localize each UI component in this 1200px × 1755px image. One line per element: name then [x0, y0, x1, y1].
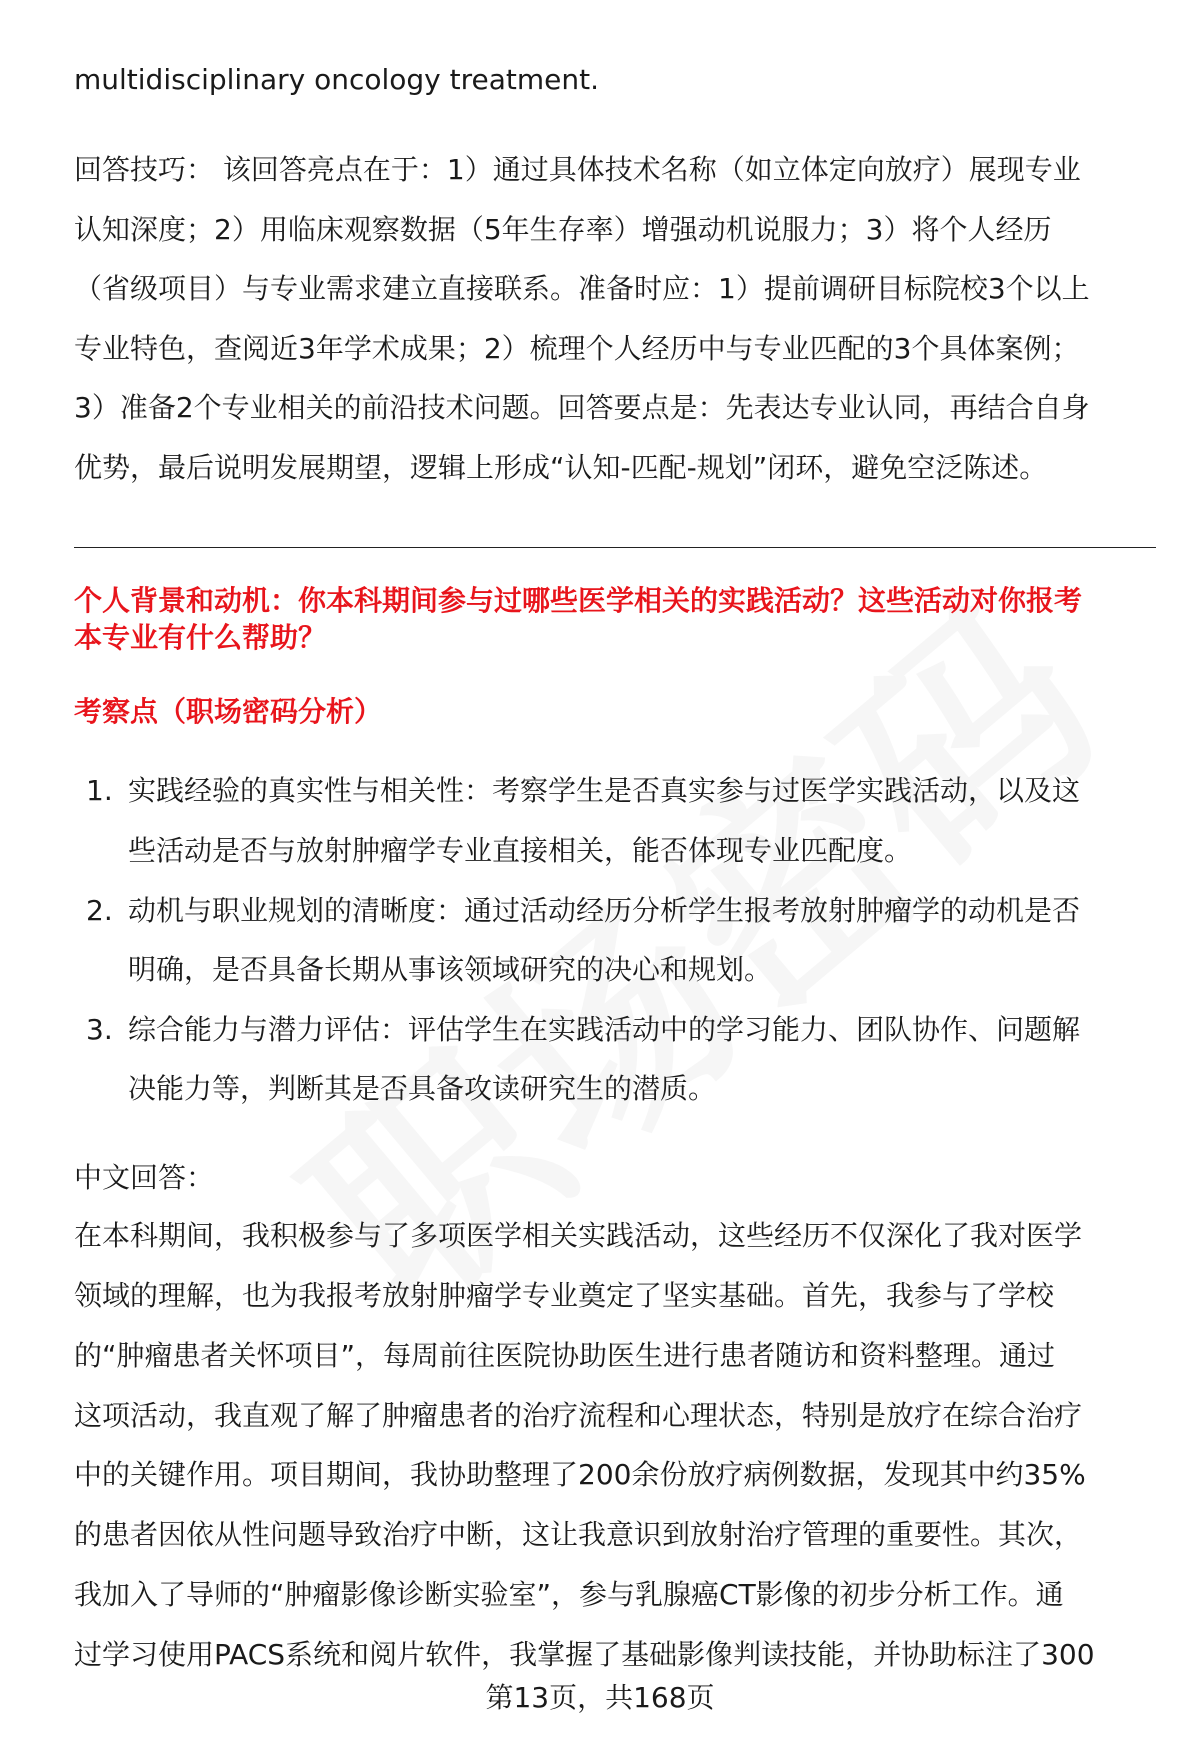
list-number: 1. — [86, 774, 113, 807]
tips-line: 专业特色，查阅近3年学术成果；2）梳理个人经历中与专业匹配的3个具体案例； — [74, 332, 1080, 365]
answer-line: 中的关键作用。项目期间，我协助整理了200余份放疗病例数据，发现其中约35% — [74, 1458, 1086, 1491]
page-number-footer: 第13页，共168页 — [485, 1681, 715, 1714]
answer-line: 领域的理解，也为我报考放射肿瘤学专业奠定了坚实基础。首先，我参与了学校 — [74, 1279, 1055, 1312]
tips-line: 优势，最后说明发展期望，逻辑上形成“认知-匹配-规划”闭环，避免空泛陈述。 — [74, 451, 1048, 484]
answer-line: 这项活动，我直观了解了肿瘤患者的治疗流程和心理状态，特别是放疗在综合治疗 — [74, 1399, 1083, 1432]
answer-line: 我加入了导师的“肿瘤影像诊断实验室”，参与乳腺癌CT影像的初步分析工作。通 — [74, 1578, 1064, 1611]
answer-line: 过学习使用PACS系统和阅片软件，我掌握了基础影像判读技能，并协助标注了300 — [74, 1638, 1095, 1671]
exam-point-line: 明确，是否具备长期从事该领域研究的决心和规划。 — [128, 953, 773, 986]
question-line: 个人背景和动机：你本科期间参与过哪些医学相关的实践活动？这些活动对你报考 — [74, 584, 1083, 617]
exam-point-line: 实践经验的真实性与相关性：考察学生是否真实参与过医学实践活动，以及这 — [128, 774, 1081, 807]
exam-point-line: 些活动是否与放射肿瘤学专业直接相关，能否体现专业匹配度。 — [128, 834, 913, 867]
tips-line: （省级项目）与专业需求建立直接联系。准备时应：1）提前调研目标院校3个以上 — [74, 272, 1090, 305]
exam-point-line: 综合能力与潜力评估：评估学生在实践活动中的学习能力、团队协作、问题解 — [128, 1013, 1081, 1046]
tips-line: 回答技巧： 该回答亮点在于：1）通过具体技术名称（如立体定向放疗）展现专业 — [74, 153, 1081, 186]
answer-line: 在本科期间，我积极参与了多项医学相关实践活动，这些经历不仅深化了我对医学 — [74, 1219, 1083, 1252]
list-number: 3. — [86, 1013, 113, 1046]
exam-point-line: 决能力等，判断其是否具备攻读研究生的潜质。 — [128, 1072, 717, 1105]
exam-point-line: 动机与职业规划的清晰度：通过活动经历分析学生报考放射肿瘤学的动机是否 — [128, 894, 1081, 927]
answer-line: 的“肿瘤患者关怀项目”，每周前往医院协助医生进行患者随访和资料整理。通过 — [74, 1339, 1056, 1372]
tips-line: 认知深度；2）用临床观察数据（5年生存率）增强动机说服力；3）将个人经历 — [74, 213, 1052, 246]
answer-label: 中文回答： — [74, 1161, 215, 1194]
answer-line: 的患者因依从性问题导致治疗中断，这让我意识到放射治疗管理的重要性。其次， — [74, 1518, 1083, 1551]
intro-tail-text: multidisciplinary oncology treatment. — [74, 63, 600, 96]
question-line: 本专业有什么帮助？ — [74, 621, 327, 654]
list-number: 2. — [86, 894, 113, 927]
section-divider — [74, 547, 1156, 548]
exam-points-heading: 考察点（职场密码分析） — [74, 695, 383, 728]
tips-line: 3）准备2个专业相关的前沿技术问题。回答要点是：先表达专业认同，再结合自身 — [74, 391, 1090, 424]
